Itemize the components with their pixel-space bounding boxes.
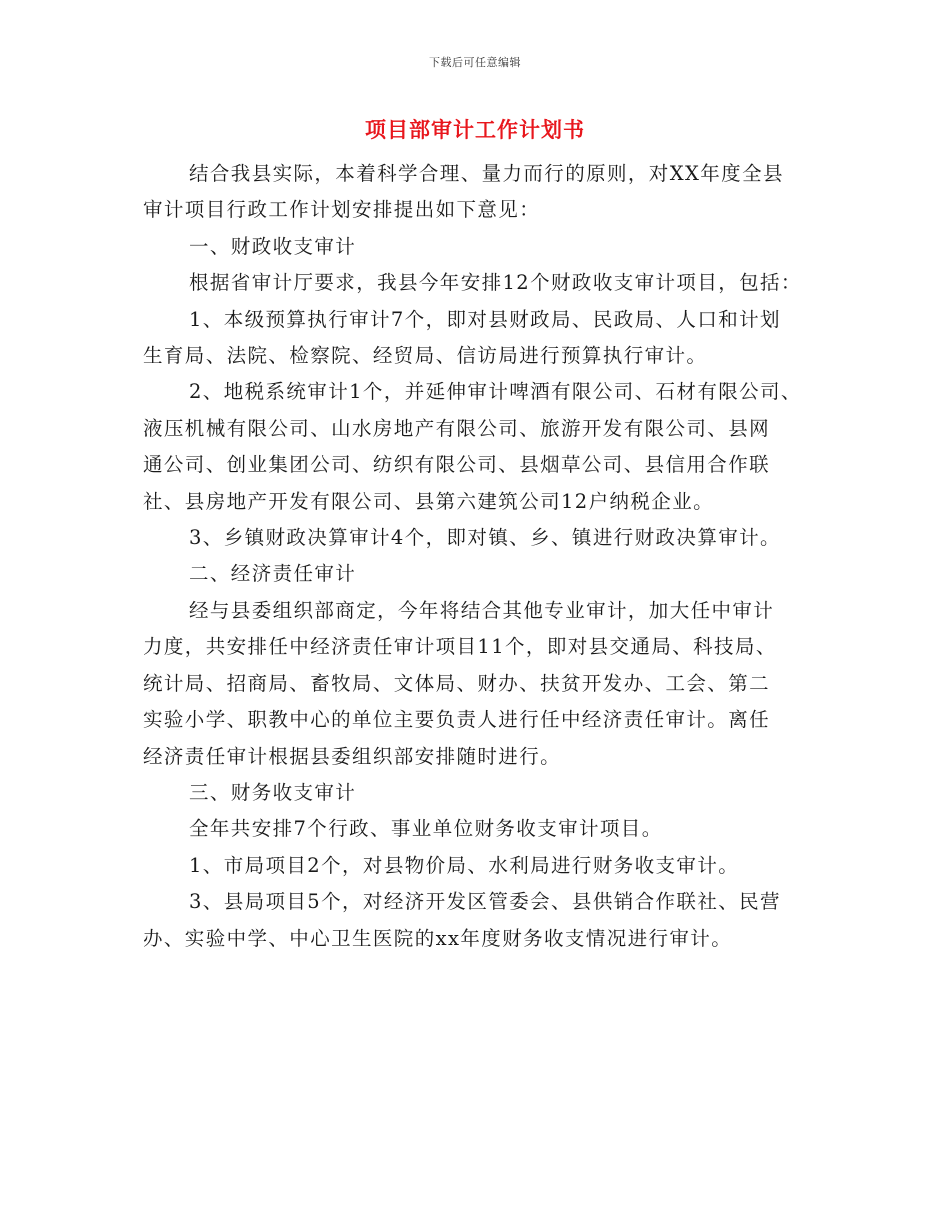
paragraph — [143, 848, 815, 884]
paragraph-line: 1、本级预算执行审计7个，即对县财政局、民政局、人口和计划 — [189, 307, 781, 331]
paragraph-line: 三、财务收支审计 — [189, 780, 357, 804]
document-body — [143, 156, 815, 957]
paragraph-line: 1、市局项目2个，对县物价局、水利局进行财务收支审计。 — [189, 853, 740, 877]
paragraph — [143, 229, 815, 265]
paragraph-line: 审计项目行政工作计划安排提出如下意见： — [143, 198, 541, 222]
paragraph-line: 3、乡镇财政决算审计4个，即对镇、乡、镇进行财政决算审计。 — [189, 526, 781, 550]
document-title: 项目部审计工作计划书 — [365, 117, 585, 142]
header-note: 下载后可任意编辑 — [429, 56, 521, 69]
paragraph — [143, 156, 815, 229]
paragraph-line: 2、地税系统审计1个，并延伸审计啤酒有限公司、石材有限公司、 — [189, 380, 802, 404]
paragraph-line: 实验小学、职教中心的单位主要负责人进行任中经济责任审计。离任 — [143, 708, 771, 732]
paragraph-line: 根据省审计厅要求，我县今年安排12个财政收支审计项目，包括： — [189, 271, 802, 295]
paragraph — [143, 520, 815, 556]
paragraph-line: 一、财政收支审计 — [189, 234, 357, 258]
paragraph-line: 二、经济责任审计 — [189, 562, 357, 586]
paragraph-line: 生育局、法院、检察院、经贸局、信访局进行预算执行审计。 — [143, 344, 708, 368]
paragraph — [143, 556, 815, 592]
paragraph — [143, 884, 815, 957]
paragraph — [143, 775, 815, 811]
paragraph — [143, 265, 815, 301]
paragraph-line: 社、县房地产开发有限公司、县第六建筑公司12户纳税企业。 — [143, 489, 715, 513]
paragraph-line: 全年共安排7个行政、事业单位财务收支审计项目。 — [189, 817, 663, 841]
paragraph — [143, 811, 815, 847]
paragraph-line: 经与县委组织部商定，今年将结合其他专业审计，加大任中审计 — [189, 598, 775, 622]
paragraph-line: 统计局、招商局、畜牧局、文体局、财办、扶贫开发办、工会、第二 — [143, 671, 771, 695]
paragraph-line: 结合我县实际，本着科学合理、量力而行的原则，对XX年度全县 — [189, 162, 784, 185]
paragraph-line: 液压机械有限公司、山水房地产有限公司、旅游开发有限公司、县网 — [143, 416, 771, 440]
paragraph-line: 经济责任审计根据县委组织部安排随时进行。 — [143, 744, 562, 768]
paragraph — [143, 302, 815, 375]
paragraph — [143, 374, 815, 520]
paragraph-line: 3、县局项目5个，对经济开发区管委会、县供销合作联社、民营 — [189, 890, 781, 914]
paragraph-line: 通公司、创业集团公司、纺织有限公司、县烟草公司、县信用合作联 — [143, 453, 771, 477]
paragraph-line: 力度，共安排任中经济责任审计项目11个，即对县交通局、科技局、 — [143, 635, 777, 659]
paragraph — [143, 593, 815, 775]
paragraph-line: 办、实验中学、中心卫生医院的xx年度财务收支情况进行审计。 — [143, 926, 733, 950]
